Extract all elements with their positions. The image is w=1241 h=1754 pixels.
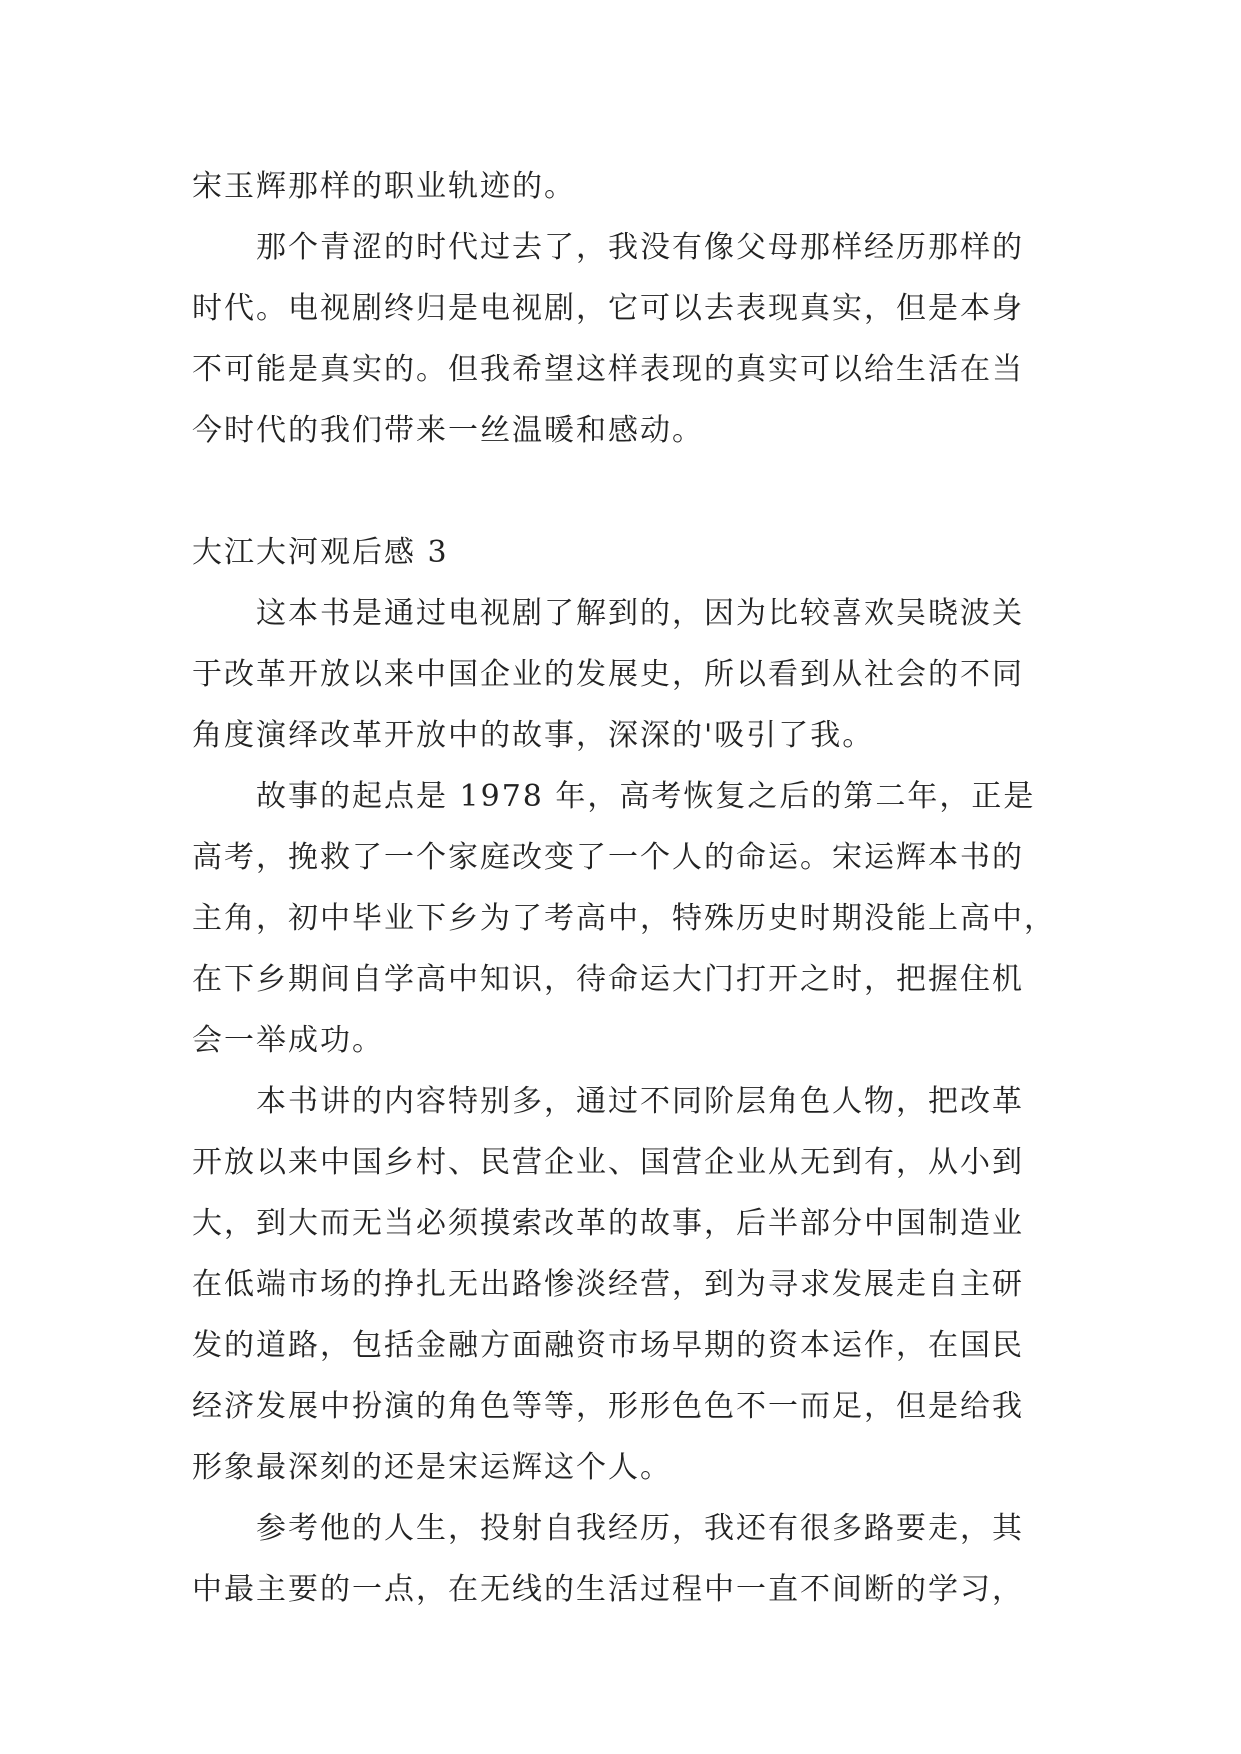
- text-line: 形象最深刻的还是宋运辉这个人。: [192, 1450, 672, 1485]
- text-line: 宋玉辉那样的职业轨迹的。: [192, 169, 576, 204]
- text-line: 主角，初中毕业下乡为了考高中，特殊历史时期没能上高中，: [192, 901, 1056, 936]
- text-line: 于改革开放以来中国企业的发展史，所以看到从社会的不同: [192, 657, 1024, 692]
- section-heading: 大江大河观后感 3: [192, 535, 449, 570]
- text-line: 今时代的我们带来一丝温暖和感动。: [192, 413, 704, 448]
- text-line: 大，到大而无当必须摸索改革的故事，后半部分中国制造业: [192, 1206, 1024, 1241]
- text-line: 角度演绎改革开放中的故事，深深的'吸引了我。: [192, 718, 875, 753]
- text-line: 故事的起点是 1978 年，高考恢复之后的第二年，正是: [256, 779, 1036, 814]
- text-line: 在下乡期间自学高中知识，待命运大门打开之时，把握住机: [192, 962, 1024, 997]
- text-line: 经济发展中扮演的角色等等，形形色色不一而足，但是给我: [192, 1389, 1024, 1424]
- text-line: 在低端市场的挣扎无出路惨淡经营，到为寻求发展走自主研: [192, 1267, 1024, 1302]
- text-line: 开放以来中国乡村、民营企业、国营企业从无到有，从小到: [192, 1145, 1024, 1180]
- text-line: 那个青涩的时代过去了，我没有像父母那样经历那样的: [256, 230, 1024, 265]
- text-line: 中最主要的一点，在无线的生活过程中一直不间断的学习，: [192, 1572, 1024, 1607]
- text-line: 会一举成功。: [192, 1023, 384, 1058]
- text-line: 发的道路，包括金融方面融资市场早期的资本运作，在国民: [192, 1328, 1024, 1363]
- text-line: 本书讲的内容特别多，通过不同阶层角色人物，把改革: [256, 1084, 1024, 1119]
- text-line: 高考，挽救了一个家庭改变了一个人的命运。宋运辉本书的: [192, 840, 1024, 875]
- text-line: 不可能是真实的。但我希望这样表现的真实可以给生活在当: [192, 352, 1024, 387]
- text-line: 参考他的人生，投射自我经历，我还有很多路要走，其: [256, 1511, 1024, 1546]
- text-line: 时代。电视剧终归是电视剧，它可以去表现真实，但是本身: [192, 291, 1024, 326]
- body-text: [192, 156, 1056, 1620]
- section-gap: [192, 461, 1052, 522]
- text-line: 这本书是通过电视剧了解到的，因为比较喜欢吴晓波关: [256, 596, 1024, 631]
